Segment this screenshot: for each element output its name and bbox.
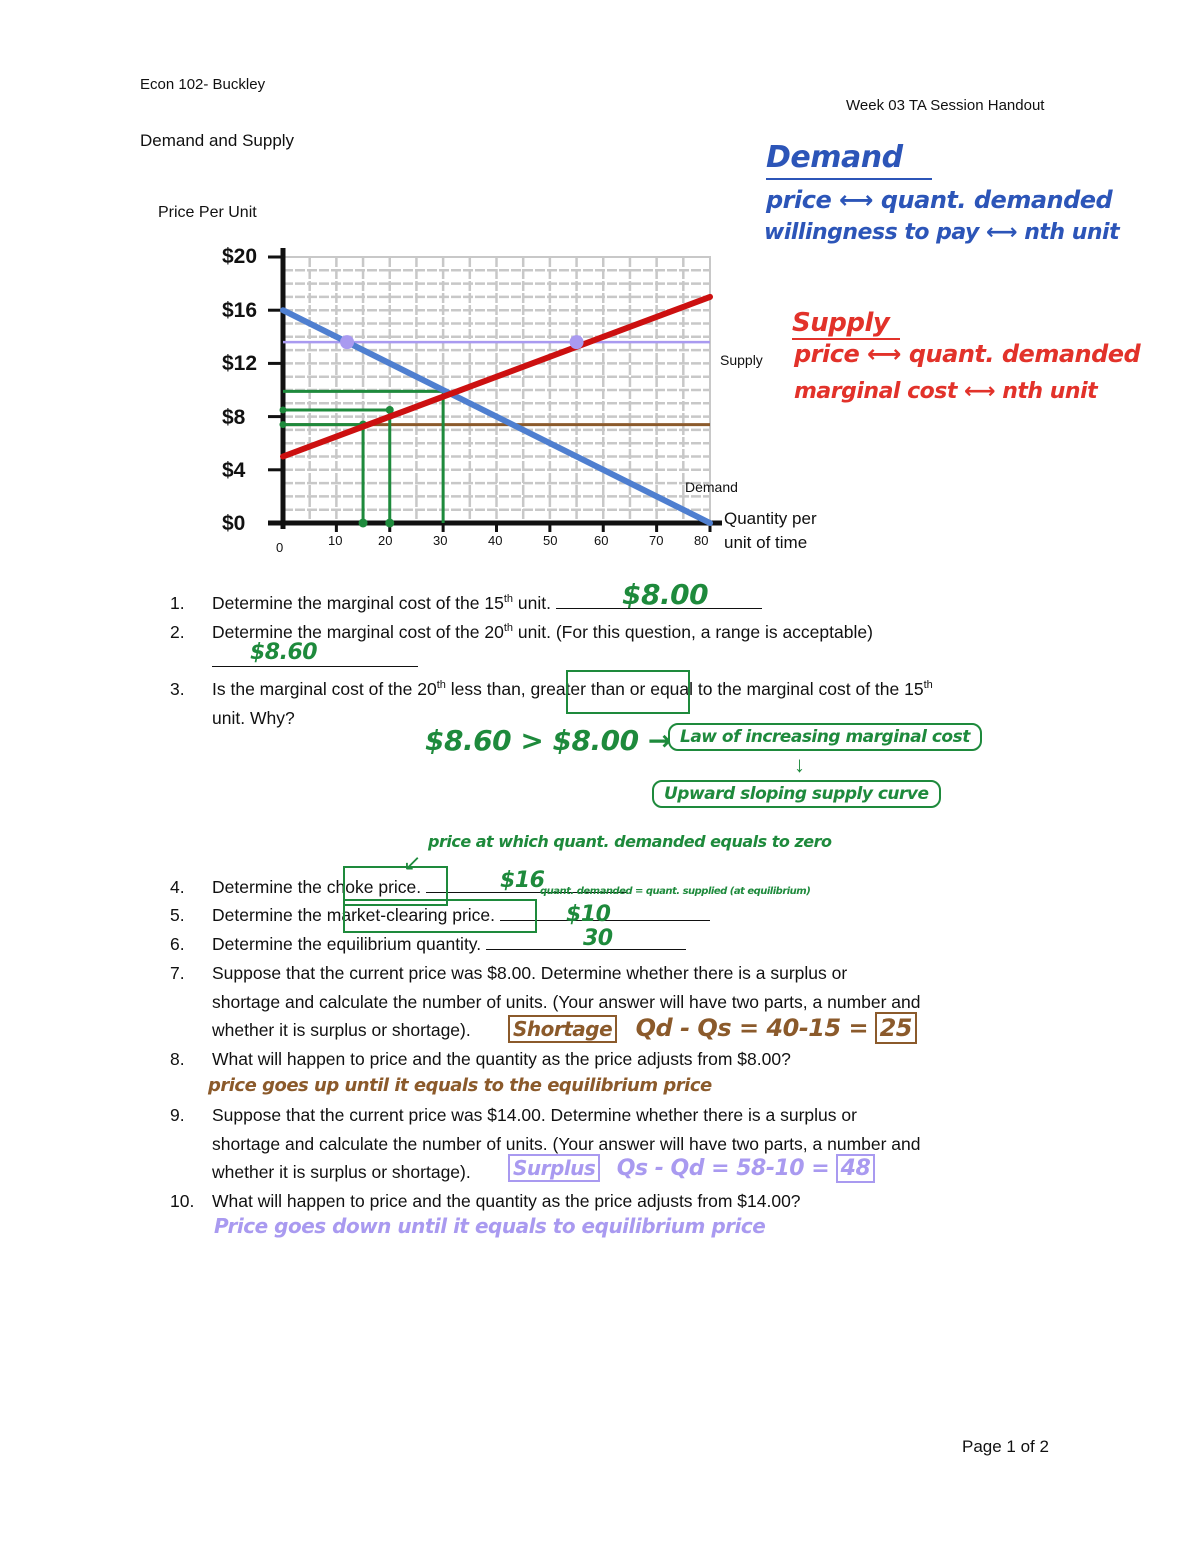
question-text: Determine the: [212, 877, 327, 897]
question-number: 8.: [170, 1049, 185, 1069]
question-text: unit. Why?: [212, 708, 295, 728]
session-title: Week 03 TA Session Handout: [846, 97, 1045, 114]
x-tick-label: 80: [694, 533, 709, 548]
q5-note: quant. demanded = quant. supplied (at equilibrium): [540, 886, 811, 897]
mc-point: [280, 406, 287, 413]
x-tick-label: 10: [328, 533, 343, 548]
supply-note-line: price ⟷ quant. demanded: [794, 340, 1141, 368]
question-3: [170, 675, 933, 728]
q9-answer: [508, 1156, 875, 1181]
q9-result: 48: [836, 1154, 876, 1183]
supply-note-heading: Supply: [792, 308, 890, 338]
question-text: What will happen to price and the quantity as the price adjusts from $14.00?: [212, 1191, 801, 1211]
question-text: Determine the equilibrium quantity.: [212, 934, 482, 954]
y-tick-label: $8: [222, 406, 246, 429]
question-number: 10.: [170, 1191, 195, 1211]
price-point: [340, 335, 354, 349]
question-text: Determine the: [212, 905, 327, 925]
demand-note-underline: [766, 178, 932, 180]
course-title: Econ 102- Buckley: [140, 76, 266, 93]
question-text: Determine the marginal cost of the 15: [212, 593, 504, 613]
q9-calculation: Qs - Qd = 58-10 =: [616, 1156, 830, 1181]
question-5: [170, 901, 496, 930]
x-tick-label: 30: [433, 533, 448, 548]
q7-answer: [508, 1014, 917, 1042]
question-text: .: [416, 877, 422, 897]
question-text: whether it is surplus or shortage).: [212, 1162, 471, 1182]
mc-point: [359, 519, 368, 528]
question-text: Suppose that the current price was $8.00. Determine whether there is a surplus or: [212, 963, 848, 983]
y-tick-label: $4: [222, 459, 246, 482]
question-text: whether it is surplus or shortage).: [212, 1020, 471, 1040]
page-title: Demand and Supply: [140, 131, 295, 150]
answer-blank[interactable]: [212, 666, 418, 667]
y-tick-label: $16: [222, 299, 258, 322]
question-10: [170, 1187, 801, 1216]
x-tick-label: 20: [378, 533, 393, 548]
pointer-arrow-icon: ↙: [403, 850, 422, 875]
y-tick-label: $0: [222, 512, 246, 535]
q8-answer: price goes up until it equals to the equilibrium price: [208, 1075, 712, 1096]
x-tick-label: 40: [488, 533, 503, 548]
demand-label: Demand: [685, 479, 738, 495]
supply-demand-chart: [0, 0, 1200, 600]
question-number: 4.: [170, 877, 185, 897]
price-point: [570, 335, 584, 349]
q1-answer: $8.00: [622, 578, 709, 611]
superscript: th: [436, 679, 446, 691]
demand-note-heading: Demand: [766, 140, 903, 175]
q4-answer: $16: [500, 868, 545, 893]
q6-answer: 30: [583, 926, 613, 951]
q7-result: 25: [875, 1012, 917, 1044]
demand-note-line: willingness to pay ⟷ nth unit: [764, 220, 1120, 245]
supply-note-line: marginal cost ⟷ nth unit: [794, 379, 1098, 404]
question-number: 1.: [170, 593, 185, 613]
selected-choice: greater than: [530, 679, 625, 699]
q10-answer: Price goes down until it equals to equilibrium price: [214, 1214, 766, 1238]
question-text: less than,: [445, 679, 531, 699]
question-text: shortage and calculate the number of units. (Your answer will have two parts, a number and: [212, 991, 921, 1012]
superscript: th: [503, 622, 514, 634]
question-text: Is the marginal cost of the 20: [212, 679, 437, 699]
question-text: Determine the marginal cost of the 20: [212, 622, 504, 642]
q3-reason-bubble: Law of increasing marginal cost: [668, 723, 982, 751]
q3-answer: $8.60 > $8.00 →: [425, 724, 671, 757]
q4-note: price at which quant. demanded equals to zero: [428, 832, 832, 851]
demand-note-line: price ⟷ quant. demanded: [766, 186, 1113, 214]
question-number: 3.: [170, 679, 185, 699]
supply-label: Supply: [720, 352, 763, 368]
superscript: th: [503, 593, 514, 605]
x-tick-label: 50: [543, 533, 558, 548]
x-tick-label: 0: [276, 540, 284, 555]
question-8: [170, 1045, 791, 1074]
x-axis-title: Quantity per unit of time: [724, 509, 817, 552]
superscript: th: [923, 679, 933, 691]
question-text: unit. (For this question, a range is acceptable): [513, 622, 873, 642]
question-number: 6.: [170, 934, 185, 954]
q2-answer: $8.60: [250, 640, 318, 665]
question-number: 5.: [170, 905, 185, 925]
term-box: [343, 899, 537, 933]
question-number: 9.: [170, 1105, 185, 1125]
question-text: unit.: [513, 593, 551, 613]
question-number: 2.: [170, 622, 185, 642]
question-text: shortage and calculate the number of units. (Your answer will have two parts, a number and: [212, 1133, 921, 1154]
key-term: market-clearing price.: [326, 905, 496, 925]
down-arrow-icon: ↓: [794, 752, 805, 777]
x-tick-label: 60: [594, 533, 609, 548]
q7-calculation: Qd - Qs = 40-15 =: [635, 1014, 869, 1042]
page-number: Page 1 of 2: [962, 1437, 1049, 1456]
key-term: choke price: [326, 877, 417, 897]
question-2: [170, 618, 873, 647]
question-6: [170, 930, 482, 959]
selection-box: [566, 670, 690, 714]
question-text: or equal to the marginal cost of the 15: [624, 679, 924, 699]
question-number: 7.: [170, 963, 185, 983]
question-1: [170, 589, 551, 618]
y-axis-title: Price Per Unit: [158, 204, 257, 221]
y-tick-label: $20: [222, 245, 258, 268]
mc-point: [280, 421, 287, 428]
q7-answer-type: Shortage: [508, 1015, 617, 1043]
y-tick-label: $12: [222, 352, 258, 375]
q5-answer: $10: [566, 902, 611, 927]
question-text: Suppose that the current price was $14.00. Determine whether there is a surplus or: [212, 1105, 857, 1125]
x-tick-label: 70: [649, 533, 664, 548]
q3-reason-bubble: Upward sloping supply curve: [652, 780, 941, 808]
q9-answer-type: Surplus: [508, 1154, 600, 1182]
mc-point: [385, 519, 394, 528]
question-4: [170, 873, 422, 902]
question-text: What will happen to price and the quantity as the price adjusts from $8.00?: [212, 1049, 791, 1069]
